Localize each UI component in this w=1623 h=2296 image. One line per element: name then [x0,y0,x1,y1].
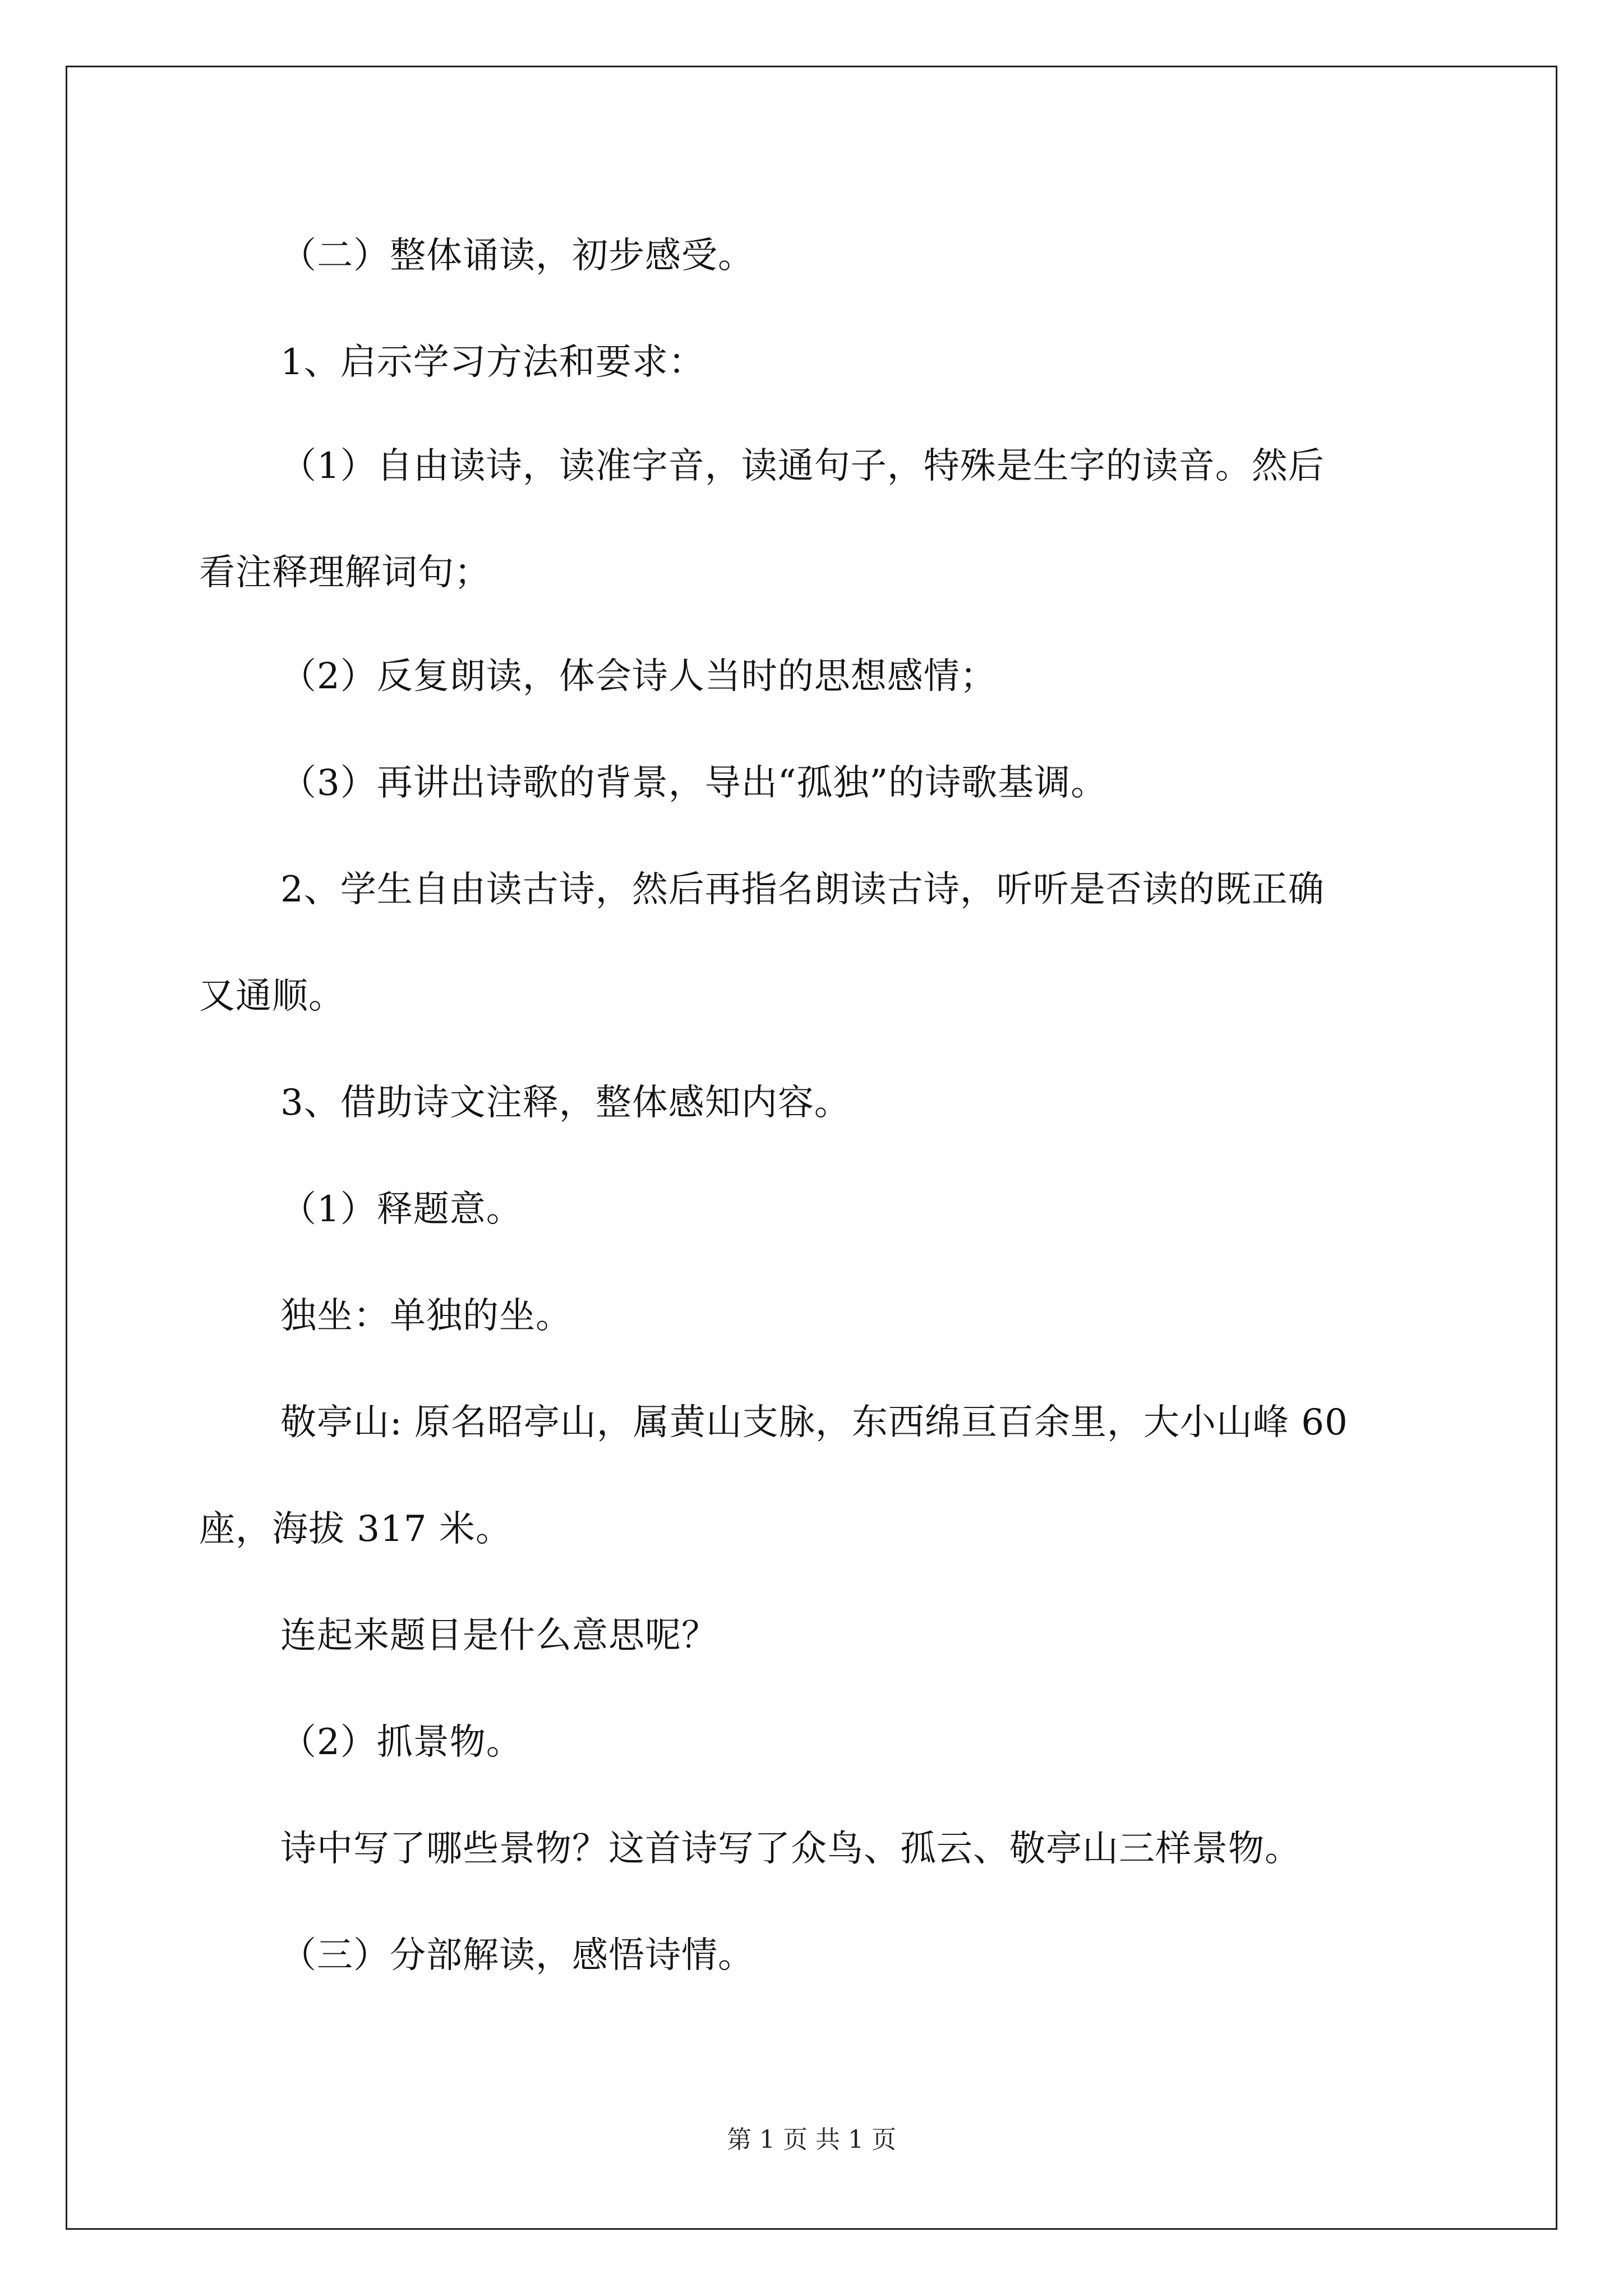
paragraph-subitem-2: （2）反复朗读，体会诗人当时的思想感情； [280,656,997,697]
paragraph-scenery-answer: 诗中写了哪些景物？这首诗写了众鸟、孤云、敬亭山三样景物。 [280,1828,1301,1870]
paragraph-dudzuo: 独坐：单独的坐。 [280,1295,572,1337]
paragraph-subitem-1-cont: 看注释理解词句； [199,552,491,593]
paragraph-subitem-1: （1）自由读诗，读准字音，读通句子，特殊是生字的读音。然后 [280,445,1325,487]
paragraph-subitem-3: （3）再讲出诗歌的背景，导出“孤独”的诗歌基调。 [280,762,1108,804]
page-border [66,66,1557,2230]
page-footer: 第 1 页 共 1 页 [727,2125,896,2154]
paragraph-item-2-cont: 又通顺。 [199,976,345,1017]
paragraph-item-2: 2、学生自由读古诗，然后再指名朗读古诗，听听是否读的既正确 [280,869,1325,910]
paragraph-jingtingshan-cont: 座，海拔 317 米。 [199,1508,512,1550]
paragraph-question: 连起来题目是什么意思呢？ [280,1615,718,1657]
paragraph-subitem-title-meaning: （1）释题意。 [280,1189,523,1230]
section-heading-2: （二）整体诵读，初步感受。 [280,235,754,277]
section-heading-3: （三）分部解读，感悟诗情。 [280,1935,754,1976]
paragraph-item-1: 1、启示学习方法和要求： [280,342,705,383]
paragraph-jingtingshan: 敬亭山: 原名昭亭山，属黄山支脉，东西绵亘百余里，大小山峰 60 [280,1402,1348,1443]
paragraph-subitem-scenery: （2）抓景物。 [280,1722,523,1763]
paragraph-item-3: 3、借助诗文注释，整体感知内容。 [280,1082,851,1124]
